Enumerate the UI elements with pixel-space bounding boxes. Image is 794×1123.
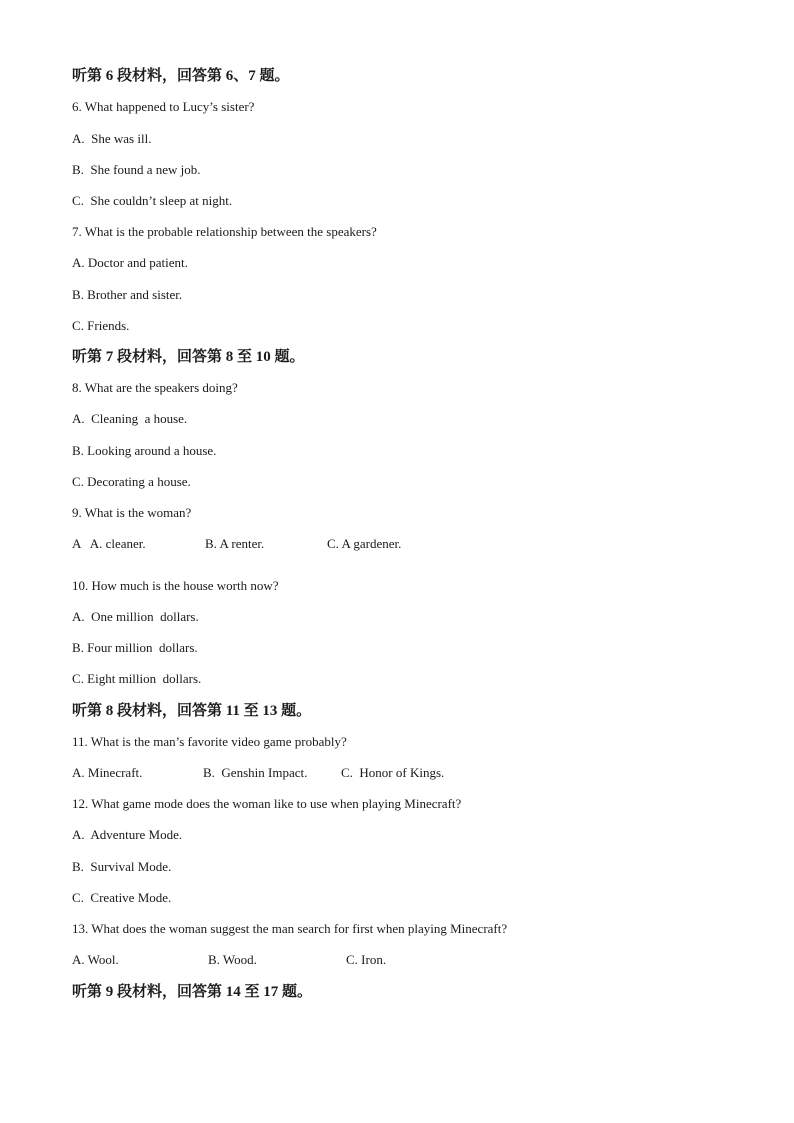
question-stem: 12. What game mode does the woman like to use when playing Minecraft?: [72, 796, 462, 811]
section-heading: 听第 6 段材料，回答第 6、7 题。: [72, 68, 290, 84]
option-a: A. One million dollars.: [72, 609, 199, 624]
option-a: A. Adventure Mode.: [72, 827, 183, 842]
option-c: C. She couldn’t sleep at night.: [72, 193, 233, 208]
option-b: B. Brother and sister.: [72, 287, 183, 302]
option-c: C. Decorating a house.: [72, 474, 191, 489]
question-stem: 7. What is the probable relationship between the speakers?: [72, 224, 377, 239]
option-b: B. Wood.: [208, 952, 257, 967]
option-a: A. Cleaning a house.: [72, 411, 188, 426]
question-stem: 13. What does the woman suggest the man search for first when playing Minecraft?: [72, 921, 508, 936]
option-b: B. Survival Mode.: [72, 859, 172, 874]
option-b: B. Looking around a house.: [72, 443, 217, 458]
question-stem: 10. How much is the house worth now?: [72, 578, 279, 593]
option-c: C. A gardener.: [327, 536, 402, 551]
option-c: C. Honor of Kings.: [341, 765, 445, 780]
section-heading: 听第 9 段材料，回答第 14 至 17 题。: [72, 984, 313, 1000]
section-heading: 听第 7 段材料，回答第 8 至 10 题。: [72, 349, 305, 365]
option-c: C. Friends.: [72, 318, 130, 333]
question-stem: 6. What happened to Lucy’s sister?: [72, 99, 255, 114]
option-b: B. A renter.: [205, 536, 265, 551]
option-a: A A. cleaner.: [72, 536, 146, 551]
option-c: C. Iron.: [346, 952, 387, 967]
option-c: C. Eight million dollars.: [72, 671, 202, 686]
question-stem: 11. What is the man’s favorite video game probably?: [72, 734, 347, 749]
option-a: A. She was ill.: [72, 131, 152, 146]
option-a: A. Wool.: [72, 952, 119, 967]
option-b: B. She found a new job.: [72, 162, 201, 177]
option-b: B. Four million dollars.: [72, 640, 198, 655]
option-b: B. Genshin Impact.: [203, 765, 308, 780]
question-stem: 9. What is the woman?: [72, 505, 192, 520]
option-c: C. Creative Mode.: [72, 890, 172, 905]
option-a: A. Doctor and patient.: [72, 255, 188, 270]
option-a: A. Minecraft.: [72, 765, 143, 780]
section-heading: 听第 8 段材料，回答第 11 至 13 题。: [72, 703, 312, 719]
question-stem: 8. What are the speakers doing?: [72, 380, 238, 395]
